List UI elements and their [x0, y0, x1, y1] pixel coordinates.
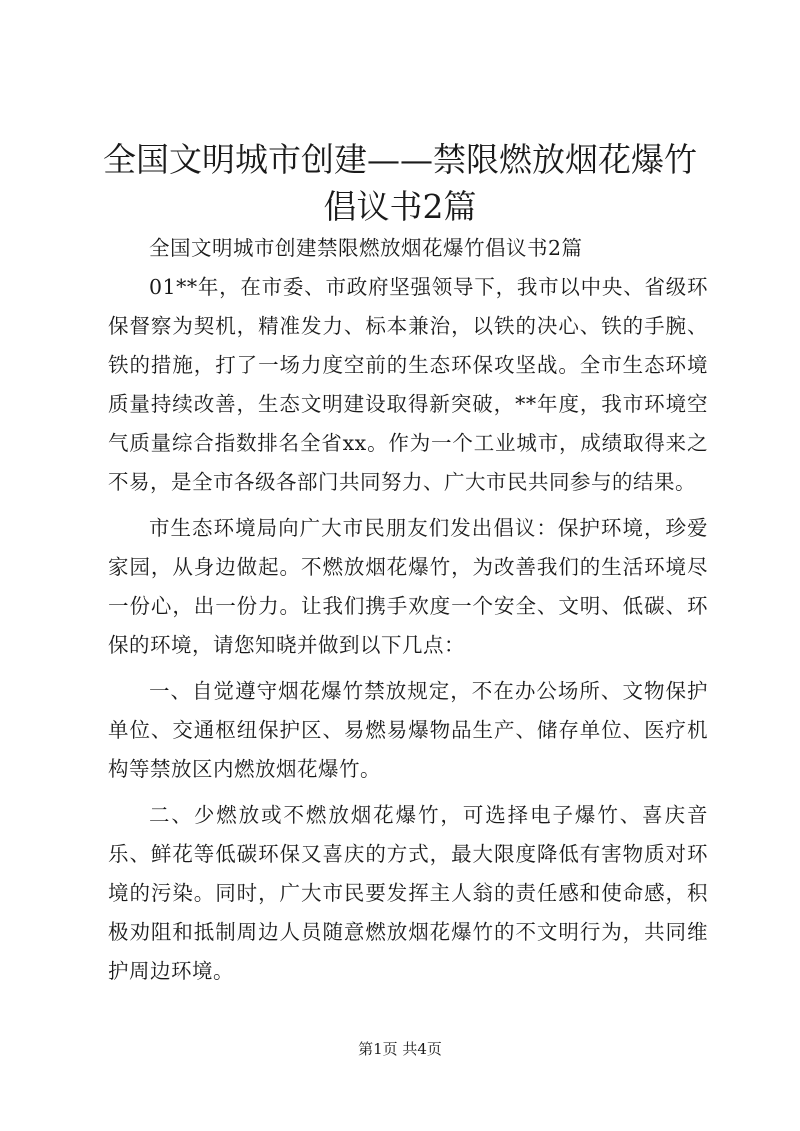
body-paragraph-1: 01**年，在市委、市政府坚强领导下，我市以中央、省级环保督察为契机，精准发力、标本兼治，以铁的决心、铁的手腕、铁的措施，打了一场力度空前的生态环保攻坚战。全市生态环境质量持续改善，生态文明建设取得新突破，**年度，我市环境空气质量综合指数排名全省xx。作为一个工业城市，成绩取得来之不易，是全市各级各部门共同努力、广大市民共同参与的结果。: [108, 275, 708, 494]
page-number-footer: 第1页 共4页: [358, 1040, 442, 1058]
subtitle-paragraph: 全国文明城市创建禁限燃放烟花爆竹倡议书2篇: [149, 236, 583, 260]
body-paragraph-3: 一、自觉遵守烟花爆竹禁放规定，不在办公场所、文物保护单位、交通枢纽保护区、易燃易爆物品生产、储存单位、医疗机构等禁放区内燃放烟花爆竹。: [108, 679, 708, 781]
document-title: 全国文明城市创建——禁限燃放烟花爆竹倡议书2篇: [103, 140, 697, 226]
document-body: [108, 229, 708, 991]
body-paragraph-2: 市生态环境局向广大市民朋友们发出倡议：保护环境，珍爱家园，从身边做起。不燃放烟花爆竹，为改善我们的生活环境尽一份心，出一份力。让我们携手欢度一个安全、文明、低碳、环保的环境，请您知晓并做到以下几点：: [108, 516, 708, 657]
body-paragraph-4: 二、少燃放或不燃放烟花爆竹，可选择电子爆竹、喜庆音乐、鲜花等低碳环保又喜庆的方式，最大限度降低有害物质对环境的污染。同时，广大市民要发挥主人翁的责任感和使命感，积极劝阻和抵制周边人员随意燃放烟花爆竹的不文明行为，共同维护周边环境。: [108, 803, 708, 983]
